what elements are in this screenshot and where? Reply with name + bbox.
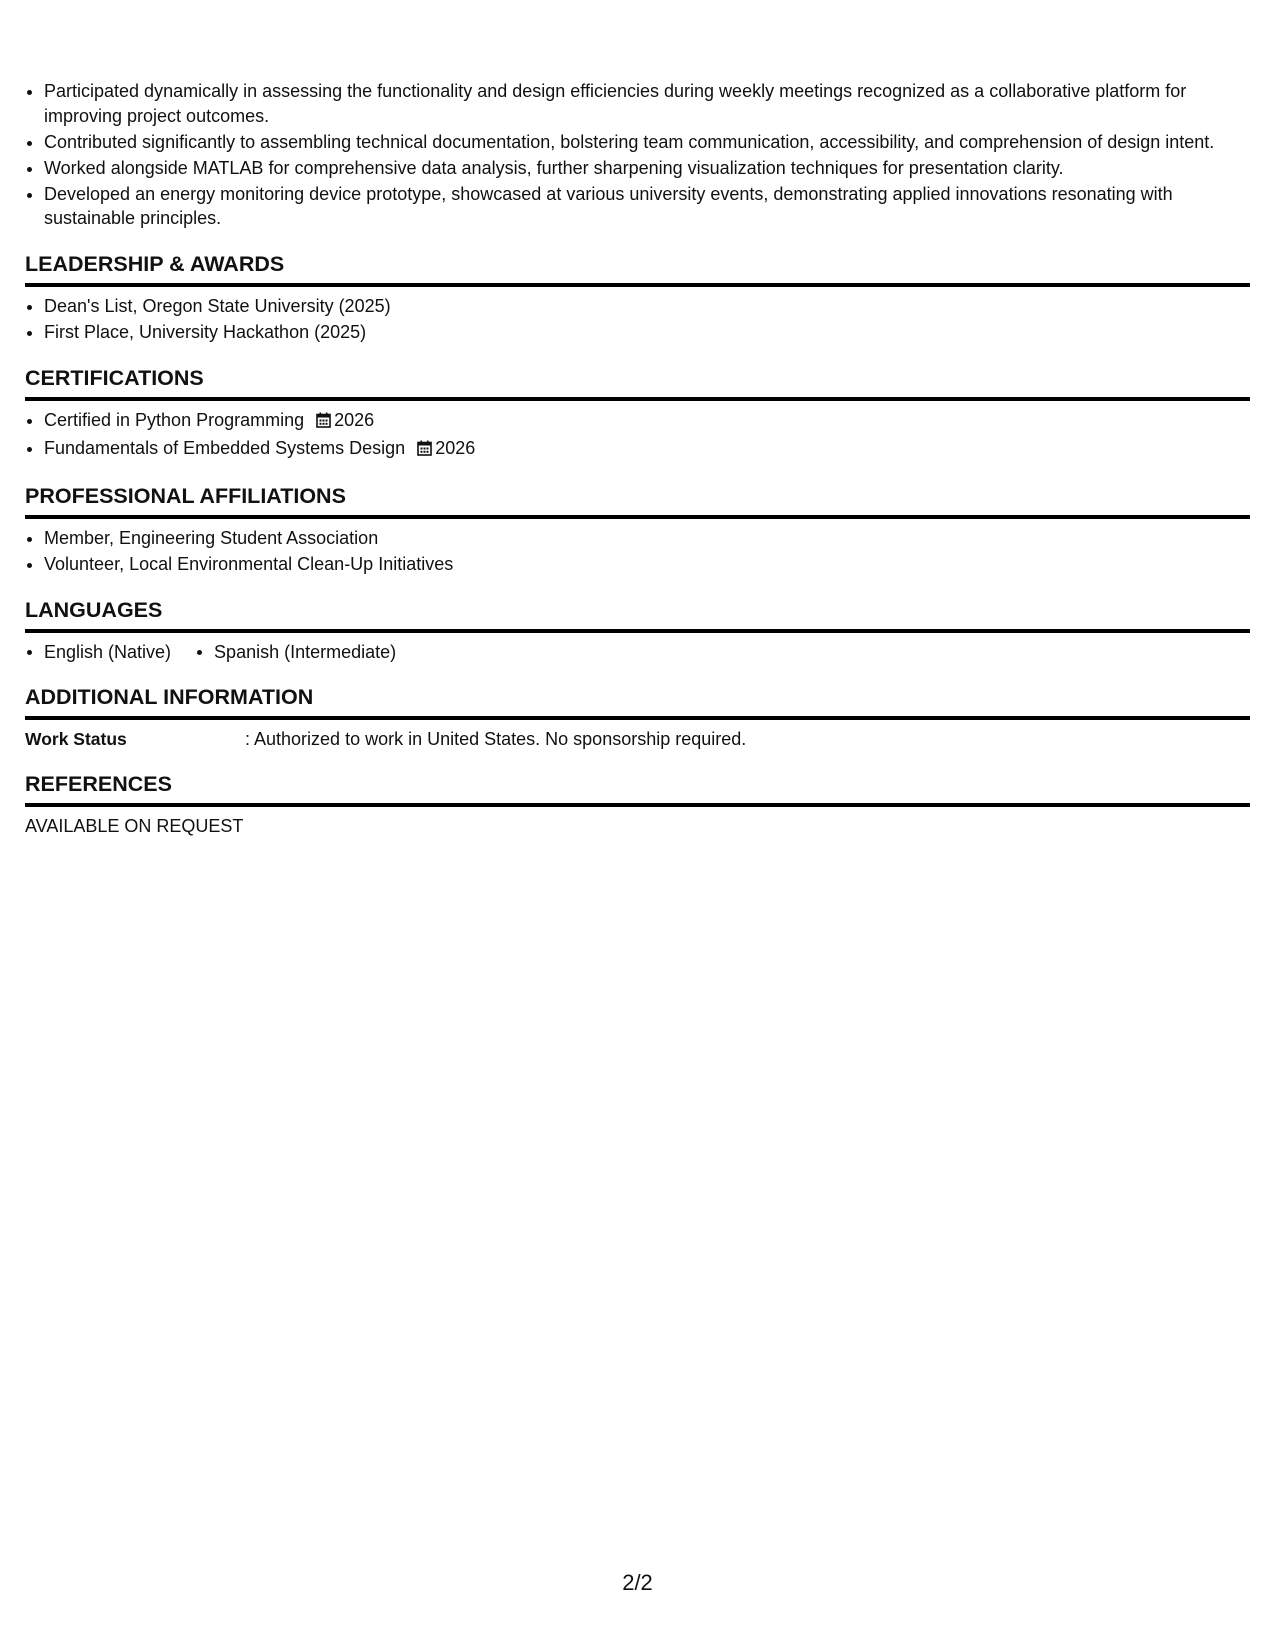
certifications-list [25,408,1250,463]
list-item: • First Place, University Hackathon (2025) [44,320,1250,345]
section-divider [25,283,1250,287]
page-number: 2/2 [622,1570,653,1595]
section-title: ADDITIONAL INFORMATION [25,685,314,709]
section-languages [25,597,1250,665]
list-item [44,408,1250,435]
list-item: • Developed an energy monitoring device prototype, showcased at various university events, demonstrating applied innovations resonating with sustainable principles. [44,182,1250,231]
list-item: • Dean's List, Oregon State University (2025) [44,294,1250,319]
affiliations-list [25,526,1250,577]
list-item: Spanish (Intermediate) [195,640,396,665]
section-divider [25,629,1250,633]
certification-year: 2026 [334,409,375,430]
languages-list [25,640,1250,665]
list-item: • Participated dynamically in assessing the functionality and design efficiencies during weekly meetings recognized as a collaborative platform for improving project outcomes. [44,79,1250,128]
section-divider [25,397,1250,401]
section-certifications [25,365,1250,463]
calendar-icon [316,410,331,435]
section-title: CERTIFICATIONS [25,365,204,390]
certification-year: 2026 [435,438,476,458]
section-title: LEADERSHIP & AWARDS [25,251,285,276]
list-item [44,436,1250,463]
work-status-label: Work Status [25,729,127,749]
section-divider [25,515,1250,519]
section-title: PROFESSIONAL AFFILIATIONS [25,483,346,508]
leadership-list [25,294,1250,345]
work-status-row [25,727,1250,751]
certification-name: Certified in Python Programming [44,409,305,430]
certification-name: Fundamentals of Embedded Systems Design [44,438,406,458]
resume-page [25,0,1250,838]
section-leadership-awards [25,251,1250,345]
list-item: • Volunteer, Local Environmental Clean-Up Initiatives [44,552,1250,577]
section-divider [25,803,1250,807]
section-professional-affiliations [25,483,1250,577]
list-item: • Contributed significantly to assembling technical documentation, bolstering team communication, accessibility, and comprehension of design intent. [44,130,1250,155]
list-item: English (Native) [25,640,171,665]
list-item: • Member, Engineering Student Association [44,526,1250,551]
section-additional-information [25,684,1250,751]
section-references [25,771,1250,838]
calendar-icon [417,438,432,463]
section-title: LANGUAGES [25,597,163,622]
section-title: REFERENCES [25,772,172,796]
section-divider [25,716,1250,720]
experience-bullet-list [25,79,1250,231]
work-status-value: : Authorized to work in United States. No sponsorship required. [245,729,747,749]
list-item: • Worked alongside MATLAB for comprehensive data analysis, further sharpening visualization techniques for presentation clarity. [44,156,1250,181]
references-text: AVAILABLE ON REQUEST [25,816,244,836]
